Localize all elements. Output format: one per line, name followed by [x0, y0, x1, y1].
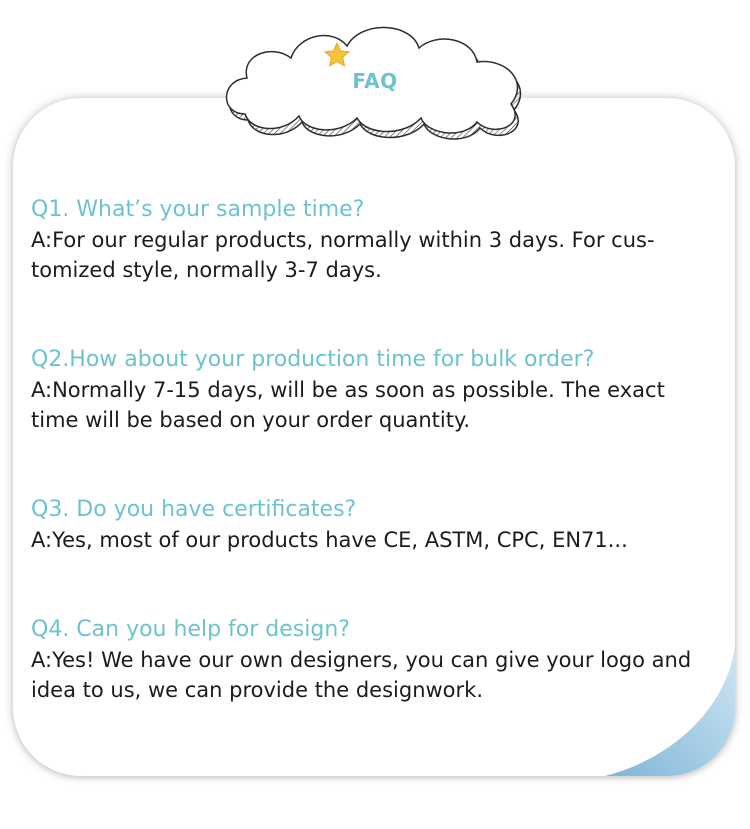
faq-item-q2: [31, 345, 721, 435]
faq-answer: [31, 645, 721, 705]
faq-answer-line: time will be based on your order quantity.: [31, 408, 471, 432]
faq-item-q3: [31, 495, 721, 555]
faq-item-q4: [31, 615, 721, 705]
star-icon: [323, 42, 351, 68]
faq-answer-line: A:Yes! We have our own designers, you can give your logo and: [31, 648, 692, 672]
faq-question: Q2.How about your production time for bulk order?: [31, 347, 595, 372]
faq-answer: [31, 375, 721, 435]
faq-question: Q4. Can you help for design?: [31, 617, 350, 642]
faq-answer-line: idea to us, we can provide the designwork.: [31, 678, 483, 702]
faq-answer-line: A:Normally 7-15 days, will be as soon as possible. The exact: [31, 378, 665, 402]
faq-title: FAQ: [352, 69, 398, 93]
faq-question: Q1. What’s your sample time?: [31, 197, 365, 222]
faq-answer: [31, 525, 721, 555]
faq-answer: [31, 225, 721, 285]
faq-answer-line: A:For our regular products, normally within 3 days. For cus-: [31, 228, 655, 252]
faq-question: Q3. Do you have certificates?: [31, 497, 357, 522]
faq-answer-line: A:Yes, most of our products have CE, ASTM, CPC, EN71...: [31, 528, 628, 552]
faq-answer-line: tomized style, normally 3-7 days.: [31, 258, 382, 282]
faq-item-q1: [31, 195, 721, 285]
